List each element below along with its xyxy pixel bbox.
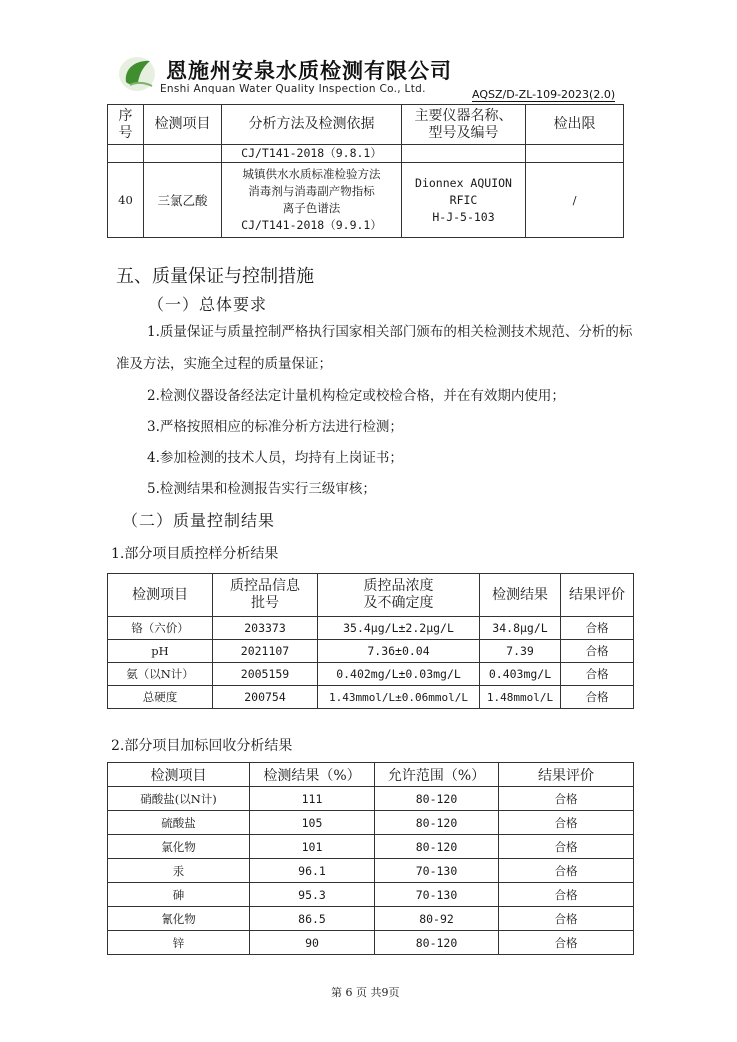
- requirement-item: 2.检测仪器设备经法定计量机构检定或校检合格，并在有效期内使用；: [147, 388, 565, 404]
- subsection-title: （一）总体要求: [148, 295, 268, 314]
- table-row: 汞 96.1 70-130 合格: [108, 859, 634, 883]
- header-method: 分析方法及检测依据: [222, 105, 402, 145]
- table-row: pH 2021107 7.36±0.04 7.39 合格: [108, 640, 634, 663]
- table-row: [108, 163, 624, 238]
- header-eval: 结果评价: [499, 763, 634, 787]
- table-header-row: [108, 574, 634, 617]
- requirement-item: 1.质量保证与质量控制严格执行国家相关部门颁布的相关检测技术规范、分析的标准及方法，实施全过程的质量保证；: [116, 324, 633, 372]
- header-result: 检测结果: [480, 574, 561, 617]
- requirement-item: 3.严格按照相应的标准分析方法进行检测；: [147, 419, 403, 435]
- header-item: 检测项目: [144, 105, 222, 145]
- table-row: [108, 145, 624, 163]
- header-conc: 质控品浓度及不确定度: [318, 574, 480, 617]
- row-item: 三氯乙酸: [144, 163, 222, 238]
- water-drop-leaf-logo-icon: [116, 52, 158, 94]
- table-row: 硫酸盐 105 80-120 合格: [108, 811, 634, 835]
- company-name-en: Enshi Anquan Water Quality Inspection Co., Ltd.: [160, 83, 426, 95]
- row-no: 40: [108, 163, 144, 238]
- requirement-item: 5.检测结果和检测报告实行三级审核；: [147, 481, 376, 497]
- header-result: 检测结果（%）: [250, 763, 375, 787]
- header-limit: 检出限: [526, 105, 624, 145]
- spike-table-title: 2.部分项目加标回收分析结果: [111, 738, 293, 754]
- method-cell: 城镇供水水质标准检验方法 消毒剂与消毒副产物指标 离子色谱法 CJ/T141-2018（9.9.1）: [222, 163, 402, 238]
- table-row: 氰化物 86.5 80-92 合格: [108, 907, 634, 931]
- method-cell: CJ/T141-2018（9.8.1）: [222, 145, 402, 163]
- table-row: 氯化物 101 80-120 合格: [108, 835, 634, 859]
- table-row: 锌 90 80-120 合格: [108, 931, 634, 955]
- instrument-cell: Dionnex AQUION RFIC H-J-5-103: [402, 163, 526, 238]
- section-title: 五、质量保证与控制措施: [116, 266, 314, 287]
- header-no: 序号: [108, 105, 144, 145]
- qc-table: [107, 573, 634, 709]
- table-row: 总硬度 200754 1.43mmol/L±0.06mmol/L 1.48mmol/L 合格: [108, 686, 634, 709]
- table-row: 铬（六价） 203373 35.4μg/L±2.2μg/L 34.8μg/L 合格: [108, 617, 634, 640]
- header-item: 检测项目: [108, 763, 250, 787]
- header-item: 检测项目: [108, 574, 213, 617]
- table-row: 砷 95.3 70-130 合格: [108, 883, 634, 907]
- header-eval: 结果评价: [561, 574, 634, 617]
- subsection-title: （二）质量控制结果: [122, 511, 276, 530]
- document-code: AQSZ/D-ZL-109-2023(2.0): [472, 88, 616, 101]
- table-row: 氨（以N计） 2005159 0.402mg/L±0.03mg/L 0.403mg/L 合格: [108, 663, 634, 686]
- header-batch: 质控品信息批号: [213, 574, 318, 617]
- limit-cell: /: [526, 163, 624, 238]
- spike-table: [107, 762, 634, 955]
- table-header-row: [108, 105, 624, 145]
- page-number: 第 6 页 共9页: [331, 986, 400, 999]
- method-table: [107, 104, 624, 238]
- table-header-row: [108, 763, 634, 787]
- header-instrument: 主要仪器名称、型号及编号: [402, 105, 526, 145]
- table-row: 硝酸盐(以N计) 111 80-120 合格: [108, 787, 634, 811]
- qc-table-title: 1.部分项目质控样分析结果: [111, 546, 279, 562]
- requirement-item: 4.参加检测的技术人员，均持有上岗证书；: [147, 450, 403, 466]
- company-name-cn: 恩施州安泉水质检测有限公司: [166, 58, 452, 83]
- header-range: 允许范围（%）: [375, 763, 499, 787]
